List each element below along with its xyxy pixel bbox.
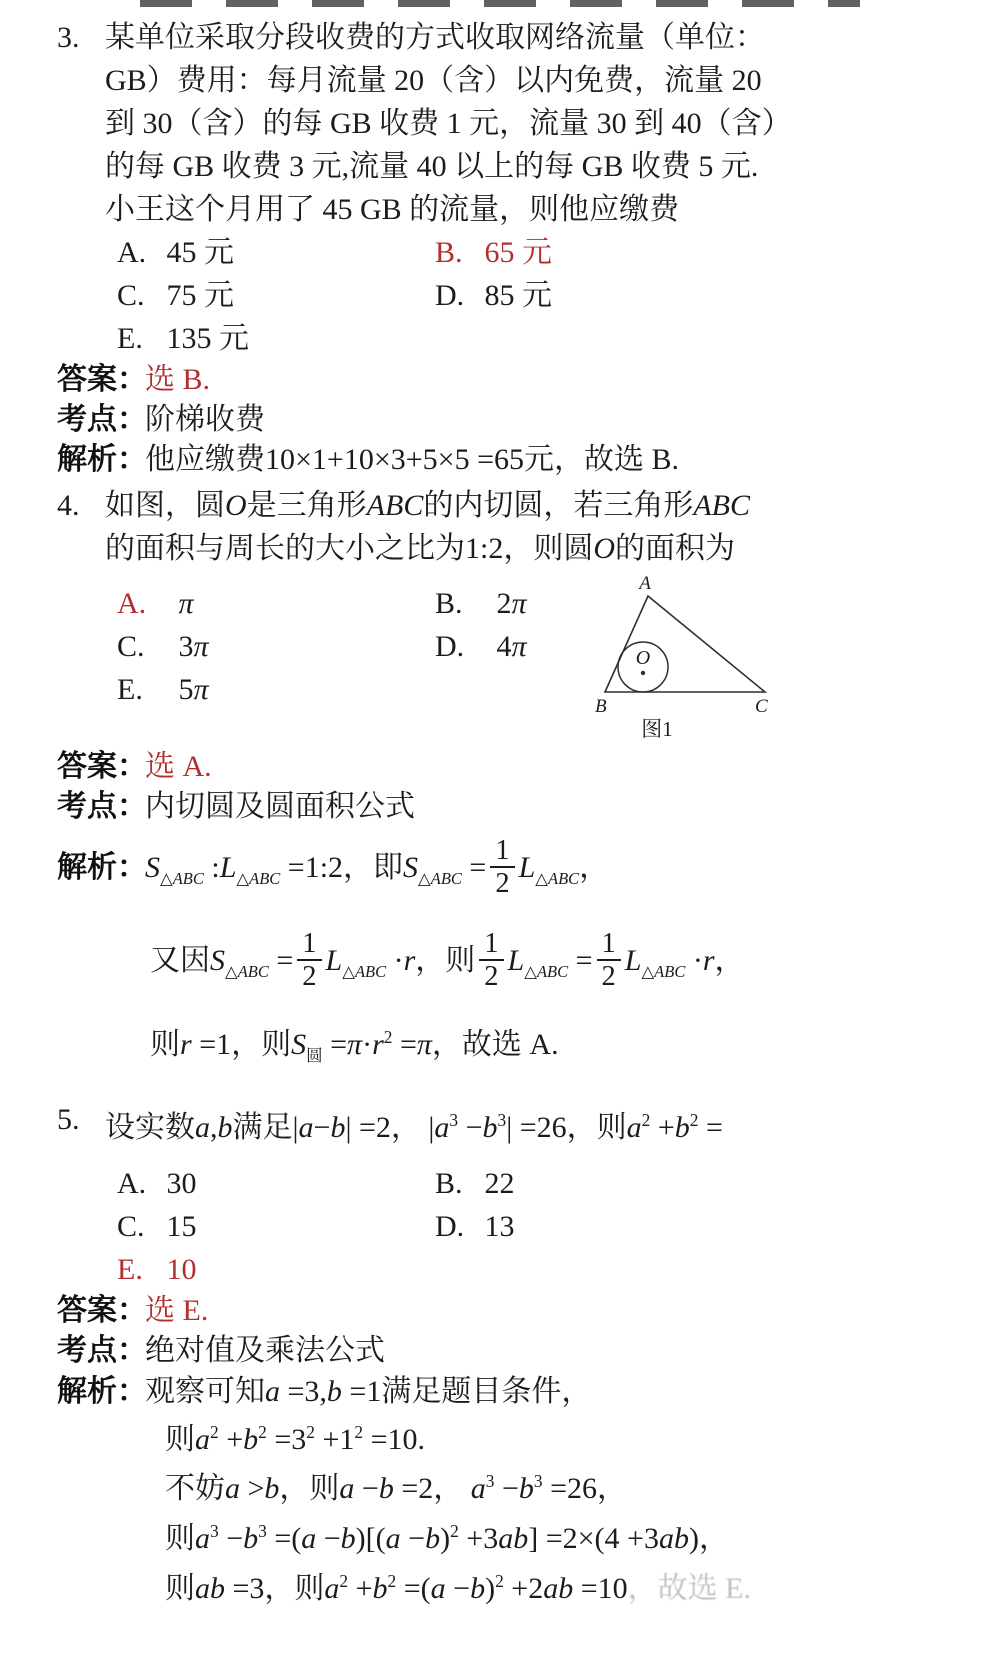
- option-a-value: 45 元: [166, 236, 234, 269]
- option-e-value: 135 元: [166, 322, 249, 355]
- option-e-value: 5π: [178, 673, 209, 706]
- option-a: [117, 231, 435, 274]
- figure-caption: 图1: [641, 717, 673, 741]
- option-b-value: 22: [484, 1167, 515, 1200]
- q4-answer-row: [57, 747, 995, 787]
- analysis-math-line: 则$a^2 +b^2 =3^2 +1^2 =10$.: [165, 1422, 425, 1456]
- option-c-letter: C.: [117, 279, 145, 312]
- option-d-value: 13: [484, 1210, 515, 1243]
- option-d-value: 85 元: [484, 279, 552, 312]
- analysis-math-line: 不妨a >b，则a −b =2， $a^3 -b^3 =26$，: [165, 1471, 628, 1505]
- analysis-math-line: 则r =1，则$S_圆 =\pi\cdot r^2 =\pi$，故选 A.: [150, 1027, 559, 1065]
- analysis-text: 他应缴费10×1+10×3+5×5 =65元，故选 B.: [145, 443, 680, 476]
- analysis-math-line: 又因$S_{\triangle ABC}$ = $\frac{1}{2}$ $L_{\triangle ABC} \cdot r$，则 $\frac{1}{2}$ $L_{\triangle ABC}$ = $\frac{1}{2}$ $L_{\triangle ABC} \cdot r$，: [150, 928, 745, 993]
- option-d: [435, 1205, 995, 1248]
- question-3-number: 3.: [57, 21, 80, 54]
- option-d-letter: D.: [435, 1210, 465, 1243]
- option-d-letter: D.: [435, 630, 465, 663]
- analysis-math-line: $S_{\triangle ABC}$ $:L_{\triangle ABC}$ =1:2，即$S_{\triangle ABC}$ = $\frac{1}{2}$ $L_{\triangle ABC}$，: [145, 835, 610, 900]
- option-a-letter: A.: [117, 587, 147, 620]
- option-c-value: 75 元: [166, 279, 234, 312]
- answer-label: 答案：: [57, 750, 147, 783]
- topic-label: 考点：: [57, 1334, 147, 1367]
- cropped-previous-line-fragment: [140, 0, 860, 7]
- question-4-options: [117, 574, 995, 741]
- option-d-value: 4π: [496, 630, 527, 663]
- triangle-abc: [605, 596, 765, 692]
- analysis-label: 解析：: [57, 1375, 147, 1408]
- question-4-number: 4.: [57, 489, 80, 522]
- analysis-math-line: 则$a^3 -b^3 =(a -b)[(a -b)^2 +3ab] =2\times(4 +3ab)$，: [165, 1521, 729, 1555]
- analysis-last-line: [165, 1560, 995, 1610]
- option-e: [117, 668, 435, 711]
- answer-label: 答案：: [57, 363, 147, 396]
- option-b-value: 2π: [496, 587, 527, 620]
- option-a: [117, 582, 435, 625]
- question-4: [57, 484, 995, 570]
- q3-analysis-row: [57, 440, 995, 480]
- answer-value: 选 B.: [145, 363, 211, 396]
- answer-value: 选 A.: [145, 750, 212, 783]
- q3-answer-row: [57, 360, 995, 400]
- option-c: [117, 1205, 435, 1248]
- q5-topic-row: [57, 1331, 995, 1371]
- vertex-b-label: B: [595, 696, 607, 717]
- question-4-text-line: 如图，圆O是三角形ABC的内切圆，若三角形ABC: [105, 489, 751, 522]
- question-3-text-line: 的每 GB 收费 3 元,流量 40 以上的每 GB 收费 5 元.: [105, 150, 759, 183]
- topic-label: 考点：: [57, 403, 147, 436]
- question-3-text-line: GB）费用：每月流量 20（含）以内免费，流量 20: [105, 64, 762, 97]
- topic-value: 阶梯收费: [145, 403, 265, 436]
- q5-answer-row: [57, 1291, 995, 1331]
- option-a: [117, 1162, 435, 1205]
- option-c-letter: C.: [117, 1210, 145, 1243]
- option-b: [435, 1162, 995, 1205]
- option-e: [117, 1248, 435, 1291]
- option-e-letter: E.: [117, 673, 143, 706]
- analysis-label: 解析：: [57, 851, 147, 884]
- incircle-figure: [585, 574, 785, 744]
- analysis-math-line: 观察可知a =3,b =1满足题目条件，: [145, 1375, 592, 1408]
- question-3: [57, 16, 995, 231]
- option-b-letter: B.: [435, 587, 463, 620]
- option-c-value: 3π: [178, 630, 209, 663]
- option-e-letter: E.: [117, 1253, 143, 1286]
- option-b-letter: B.: [435, 1167, 463, 1200]
- option-a-letter: A.: [117, 236, 147, 269]
- analysis-faded-tail: ，故选 E.: [627, 1572, 751, 1605]
- topic-value: 绝对值及乘法公式: [145, 1334, 385, 1367]
- option-b: [435, 231, 995, 274]
- question-3-text-line: 小王这个月用了 45 GB 的流量，则他应缴费: [105, 193, 680, 226]
- option-c: [117, 274, 435, 317]
- question-5-text-line: 设实数a,b满足|a−b| =2， $|a^3 -b^3| =26$，则$a^2 +b^2$ =: [105, 1110, 723, 1144]
- option-b-value: 65 元: [484, 236, 552, 269]
- vertex-a-label: A: [639, 574, 651, 594]
- question-3-options: [117, 231, 995, 360]
- answer-label: 答案：: [57, 1294, 147, 1327]
- question-4-text-line: 的面积与周长的大小之比为1:2，则圆O的面积为: [105, 532, 736, 565]
- option-e-letter: E.: [117, 322, 143, 355]
- option-e-value: 10: [166, 1253, 197, 1286]
- option-a-value: π: [178, 587, 194, 620]
- answer-value: 选 E.: [145, 1294, 209, 1327]
- option-d: [435, 274, 995, 317]
- incircle-center-dot: [641, 671, 645, 675]
- question-3-text-line: 某单位采取分段收费的方式收取网络流量（单位：: [105, 21, 765, 54]
- option-a-letter: A.: [117, 1167, 147, 1200]
- topic-label: 考点：: [57, 790, 147, 823]
- question-5: [57, 1094, 995, 1154]
- q5-analysis-row: [57, 1371, 995, 1412]
- q3-topic-row: [57, 400, 995, 440]
- q4-topic-row: [57, 787, 995, 827]
- incenter-label: O: [635, 647, 651, 669]
- analysis-label: 解析：: [57, 443, 147, 476]
- q4-analysis-row: [57, 827, 995, 920]
- option-c-value: 15: [166, 1210, 197, 1243]
- option-e: [117, 317, 435, 360]
- option-c-letter: C.: [117, 630, 145, 663]
- option-d-letter: D.: [435, 279, 465, 312]
- topic-value: 内切圆及圆面积公式: [145, 790, 415, 823]
- vertex-c-label: C: [755, 696, 768, 717]
- analysis-math-line: 则ab =3，则$a^2 +b^2 =(a -b)^2 +2ab =10$: [165, 1571, 628, 1605]
- option-b-letter: B.: [435, 236, 463, 269]
- question-5-number: 5.: [57, 1103, 80, 1136]
- option-a-value: 30: [166, 1167, 197, 1200]
- question-5-options: [117, 1162, 995, 1291]
- question-3-text-line: 到 30（含）的每 GB 收费 1 元，流量 30 到 40（含）: [105, 107, 792, 140]
- option-c: [117, 625, 435, 668]
